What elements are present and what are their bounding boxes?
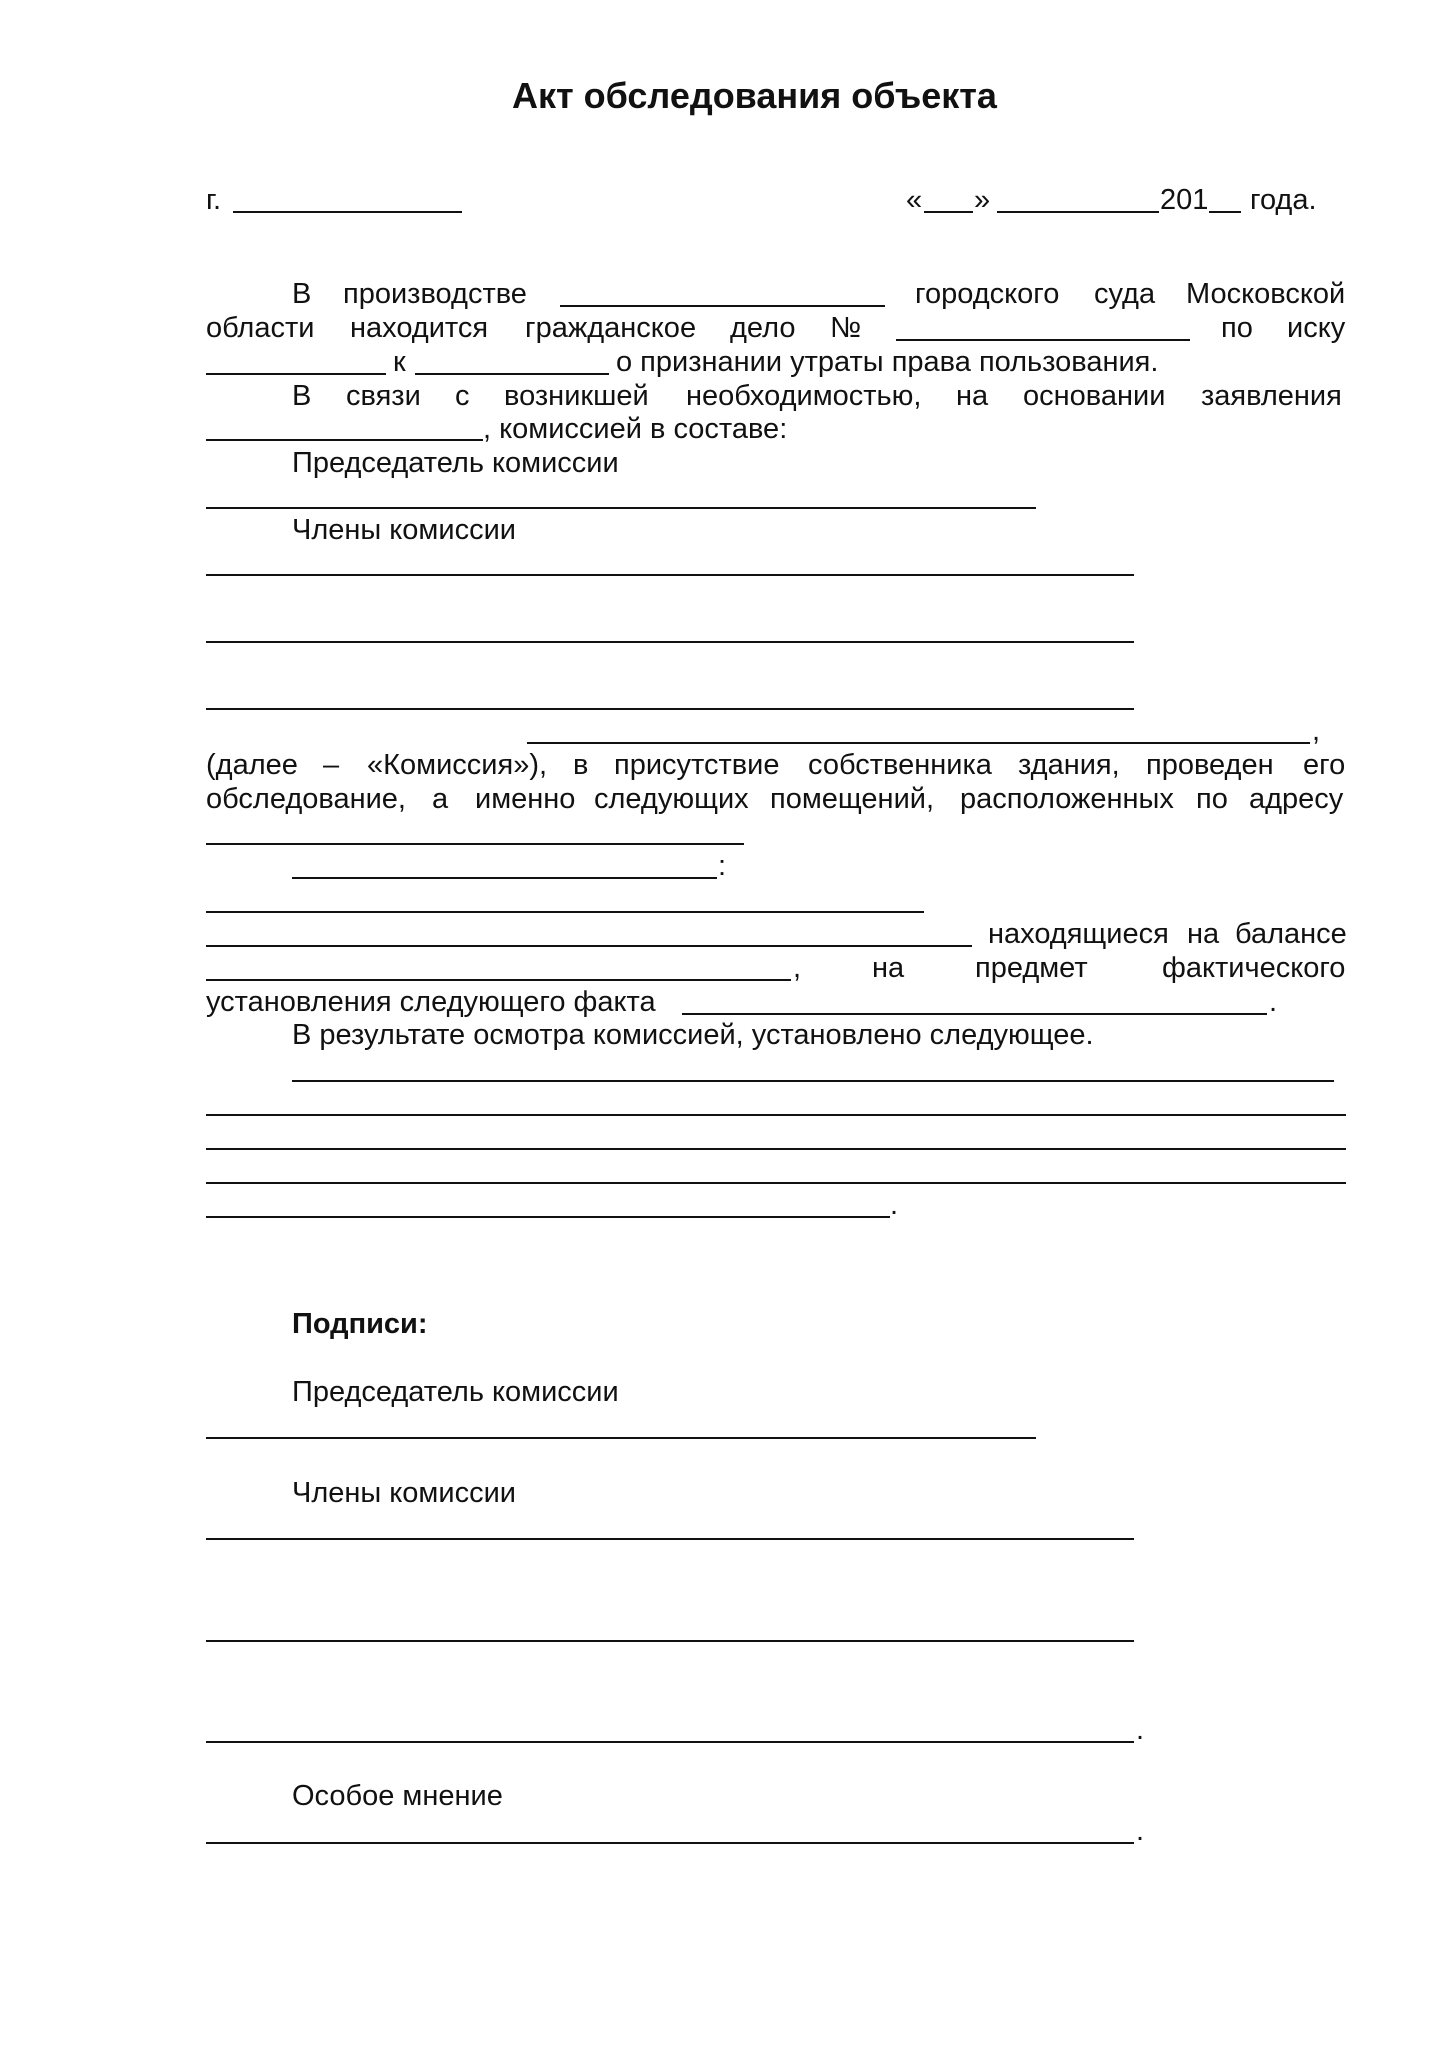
balance-word: балансе bbox=[1235, 918, 1347, 950]
p2-word: необходимостью, bbox=[686, 380, 922, 412]
p2-word: возникшей bbox=[504, 380, 649, 412]
signatures-heading: Подписи: bbox=[292, 1308, 428, 1340]
result-blank-4 bbox=[206, 1182, 1346, 1184]
p1-word: по bbox=[1221, 312, 1253, 344]
result-text: В результате осмотра комиссией, установлено следующее. bbox=[292, 1019, 1094, 1051]
case-number-blank bbox=[896, 339, 1190, 341]
month-blank bbox=[997, 211, 1159, 213]
p1-word: области bbox=[206, 312, 315, 344]
member-blank-1 bbox=[206, 574, 1134, 576]
p3-word: собственника bbox=[808, 749, 992, 781]
p3-word: расположенных bbox=[960, 783, 1174, 815]
p3-word: (далее bbox=[206, 749, 298, 781]
signature-member-blank-3 bbox=[206, 1741, 1134, 1743]
fact-label: установления следующего факта bbox=[206, 986, 656, 1018]
p3-word: присутствие bbox=[614, 749, 780, 781]
p1-word: иску bbox=[1287, 312, 1346, 344]
p3-word: «Комиссия»), bbox=[367, 749, 548, 781]
members-label: Члены комиссии bbox=[292, 514, 516, 546]
p3-word: а bbox=[432, 783, 449, 815]
p1-word: Московской bbox=[1186, 278, 1346, 310]
signature-members-label: Члены комиссии bbox=[292, 1477, 516, 1509]
representative-blank bbox=[527, 742, 1310, 744]
p2-word: основании bbox=[1023, 380, 1166, 412]
period: . bbox=[890, 1189, 899, 1221]
p2-word: В bbox=[292, 380, 312, 412]
city-prefix: г. bbox=[206, 184, 222, 216]
signature-member-blank-1 bbox=[206, 1538, 1134, 1540]
result-blank-5 bbox=[206, 1216, 890, 1218]
p3-word: обследование, bbox=[206, 783, 406, 815]
result-blank-2 bbox=[206, 1114, 1346, 1116]
comma: , bbox=[793, 952, 802, 984]
comma: , bbox=[1312, 715, 1321, 747]
p2-word: заявления bbox=[1201, 380, 1342, 412]
premises-blank-1 bbox=[206, 911, 924, 913]
colon: : bbox=[718, 850, 727, 882]
city-blank bbox=[233, 211, 462, 213]
special-opinion-label: Особое мнение bbox=[292, 1780, 503, 1812]
p1-word: городского bbox=[915, 278, 1060, 310]
p2-word: на bbox=[956, 380, 989, 412]
application-blank bbox=[206, 439, 483, 441]
p3-word: следующих bbox=[594, 783, 749, 815]
period: . bbox=[1136, 1815, 1145, 1847]
date-close-quote: » bbox=[974, 184, 991, 216]
p2-word: с bbox=[455, 380, 470, 412]
p3-word: по bbox=[1196, 783, 1228, 815]
result-blank-3 bbox=[206, 1148, 1346, 1150]
premises-blank-2 bbox=[206, 945, 972, 947]
address-blank-1 bbox=[206, 843, 744, 845]
plaintiff-blank bbox=[206, 373, 386, 375]
p2-word: связи bbox=[346, 380, 421, 412]
year-prefix: 201 bbox=[1160, 184, 1209, 216]
p2-tail: , комиссией в составе: bbox=[483, 413, 788, 445]
p3-word: в bbox=[573, 749, 589, 781]
member-blank-2 bbox=[206, 641, 1134, 643]
p3-word: здания, bbox=[1018, 749, 1120, 781]
balance-word: на bbox=[1187, 918, 1220, 950]
period: . bbox=[1269, 986, 1278, 1018]
p1-word: к bbox=[393, 346, 406, 378]
p1-word: гражданское bbox=[525, 312, 697, 344]
p3-word: – bbox=[323, 749, 340, 781]
day-blank bbox=[924, 211, 973, 213]
p3-word: помещений, bbox=[770, 783, 935, 815]
p1-word: № bbox=[830, 312, 862, 344]
p1-word: дело bbox=[730, 312, 796, 344]
subject-word: предмет bbox=[975, 952, 1088, 984]
balance-word: находящиеся bbox=[988, 918, 1169, 950]
signature-chairman-label: Председатель комиссии bbox=[292, 1376, 619, 1408]
signature-member-blank-2 bbox=[206, 1640, 1134, 1642]
chairman-blank bbox=[206, 507, 1036, 509]
result-blank-1 bbox=[292, 1080, 1334, 1082]
member-blank-3 bbox=[206, 708, 1134, 710]
p1-tail: о признании утраты права пользования. bbox=[616, 346, 1159, 378]
special-opinion-blank bbox=[206, 1842, 1134, 1844]
p3-word: его bbox=[1303, 749, 1346, 781]
document-title: Акт обследования объекта bbox=[512, 75, 997, 116]
balance-holder-blank bbox=[206, 979, 791, 981]
subject-word: фактического bbox=[1162, 952, 1346, 984]
fact-blank bbox=[682, 1013, 1267, 1015]
p1-word: производстве bbox=[343, 278, 527, 310]
p1-word: В bbox=[292, 278, 312, 310]
subject-word: на bbox=[872, 952, 905, 984]
p1-word: находится bbox=[350, 312, 489, 344]
defendant-blank bbox=[415, 373, 609, 375]
chairman-label: Председатель комиссии bbox=[292, 447, 619, 479]
year-blank bbox=[1209, 211, 1241, 213]
period: . bbox=[1136, 1714, 1145, 1746]
address-blank-2 bbox=[292, 877, 717, 879]
p3-word: именно bbox=[475, 783, 576, 815]
date-open-quote: « bbox=[906, 184, 923, 216]
signature-chairman-blank bbox=[206, 1437, 1036, 1439]
p3-word: адресу bbox=[1249, 783, 1344, 815]
year-suffix: года. bbox=[1250, 184, 1317, 216]
p1-word: суда bbox=[1094, 278, 1156, 310]
court-blank bbox=[560, 305, 885, 307]
p3-word: проведен bbox=[1146, 749, 1274, 781]
